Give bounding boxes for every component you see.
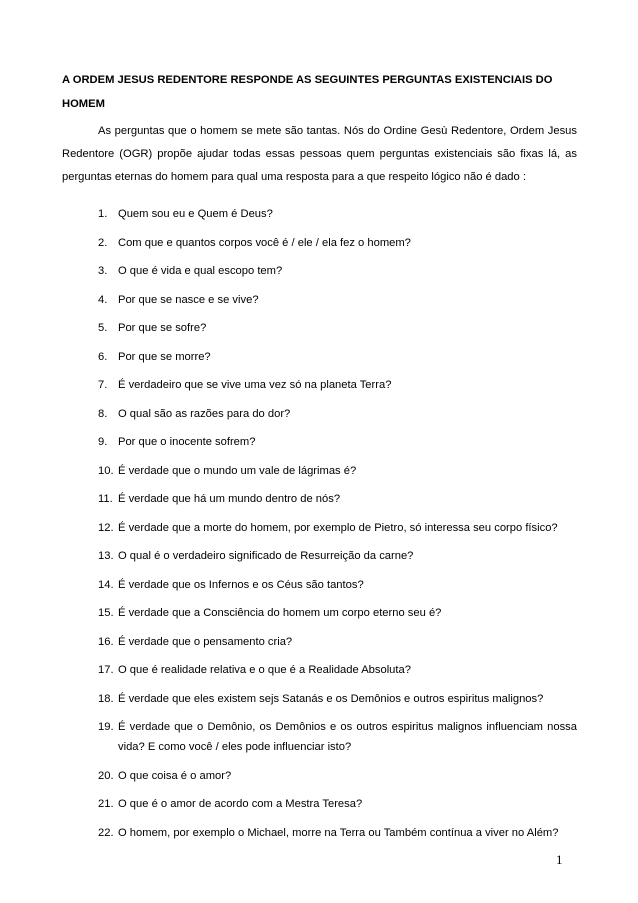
question-number: 22. [98,826,114,839]
question-item [62,290,577,310]
intro-paragraph: As perguntas que o homem se mete são tantas. Nós do Ordine Gesù Redentore, Ordem Jesus Redentore (OGR) propõe ajudar todas essas pessoas quem perguntas existenciais são fixas lá, as perguntas eternas do homem para qual uma resposta para a que respeito lógico não é dado : [62,125,577,183]
question-number: 2. [98,236,108,249]
question-item [62,432,577,452]
question-text: É verdade que há um mundo dentro de nós? [118,493,341,505]
question-text: É verdadeiro que se vive uma vez só na planeta Terra? [118,379,392,391]
question-text: É verdade que os Infernos e os Céus são tantos? [118,578,364,591]
question-number: 21. [98,798,114,810]
question-item [62,766,577,786]
question-item [62,546,577,566]
question-number: 9. [98,436,108,448]
question-item [62,261,577,281]
question-item [62,823,577,843]
question-item [62,318,577,338]
question-text: O que é realidade relativa e o que é a Realidade Absoluta? [118,664,411,676]
question-text: O homem, por exemplo o Michael, morre na Terra ou Também contínua a viver no Além? [118,826,559,839]
question-number: 12. [98,521,114,534]
question-text: O qual são as razões para do dor? [118,407,291,420]
question-number: 7. [98,379,108,391]
question-number: 15. [98,607,114,619]
question-number: 18. [98,692,114,705]
document-title: A ORDEM JESUS REDENTORE RESPONDE AS SEGUINTES PERGUNTAS EXISTENCIAIS DO HOMEM [62,74,553,110]
question-text: Com que e quantos corpos você é / ele / ela fez o homem? [118,236,411,249]
question-text: Por que se nasce e se vive? [118,293,259,306]
question-text: O qual é o verdadeiro significado de Resurreição da carne? [118,550,414,562]
question-number: 4. [98,293,108,306]
question-item [62,717,577,757]
questions-list [62,204,577,851]
question-item [62,603,577,623]
question-number: 6. [98,350,108,363]
page-number: 1 [556,852,563,867]
question-number: 13. [98,550,114,562]
question-text: Por que se sofre? [118,322,207,334]
question-item [62,233,577,253]
question-item [62,347,577,367]
question-text: Por que o inocente sofrem? [118,436,256,448]
question-number: 14. [98,578,114,591]
question-number: 1. [98,208,108,220]
question-item [62,204,577,224]
question-number: 19. [98,721,114,733]
question-item [62,575,577,595]
question-item [62,404,577,424]
question-item [62,794,577,814]
question-text: É verdade que o mundo um vale de lágrimas é? [118,464,357,477]
question-number: 16. [98,635,114,648]
question-number: 20. [98,769,114,782]
question-item [62,375,577,395]
question-item [62,689,577,709]
question-number: 17. [98,664,114,676]
question-item [62,461,577,481]
question-item [62,632,577,652]
question-text: É verdade que o Demônio, os Demônios e os outros espiritus malignos influenciam nossa vida? E como você / eles pode influenciar isto? [118,721,577,753]
question-text: O que coisa é o amor? [118,769,232,782]
question-text: O que é o amor de acordo com a Mestra Teresa? [118,798,363,810]
question-text: O que é vida e qual escopo tem? [118,265,283,277]
question-number: 5. [98,322,108,334]
question-item [62,518,577,538]
question-text: Quem sou eu e Quem é Deus? [118,208,273,220]
question-item [62,489,577,509]
question-number: 3. [98,265,108,277]
question-text: É verdade que a Consciência do homem um corpo eterno seu é? [118,607,442,619]
question-number: 8. [98,407,108,420]
question-item [62,660,577,680]
question-text: É verdade que eles existem sejs Satanás e os Demônios e outros espiritus malignos? [118,692,544,705]
question-number: 10. [98,464,114,477]
question-number: 11. [98,493,113,505]
question-text: É verdade que a morte do homem, por exemplo de Pietro, só interessa seu corpo físico? [118,521,558,534]
question-text: Por que se morre? [118,350,211,363]
question-text: É verdade que o pensamento cria? [118,635,293,648]
